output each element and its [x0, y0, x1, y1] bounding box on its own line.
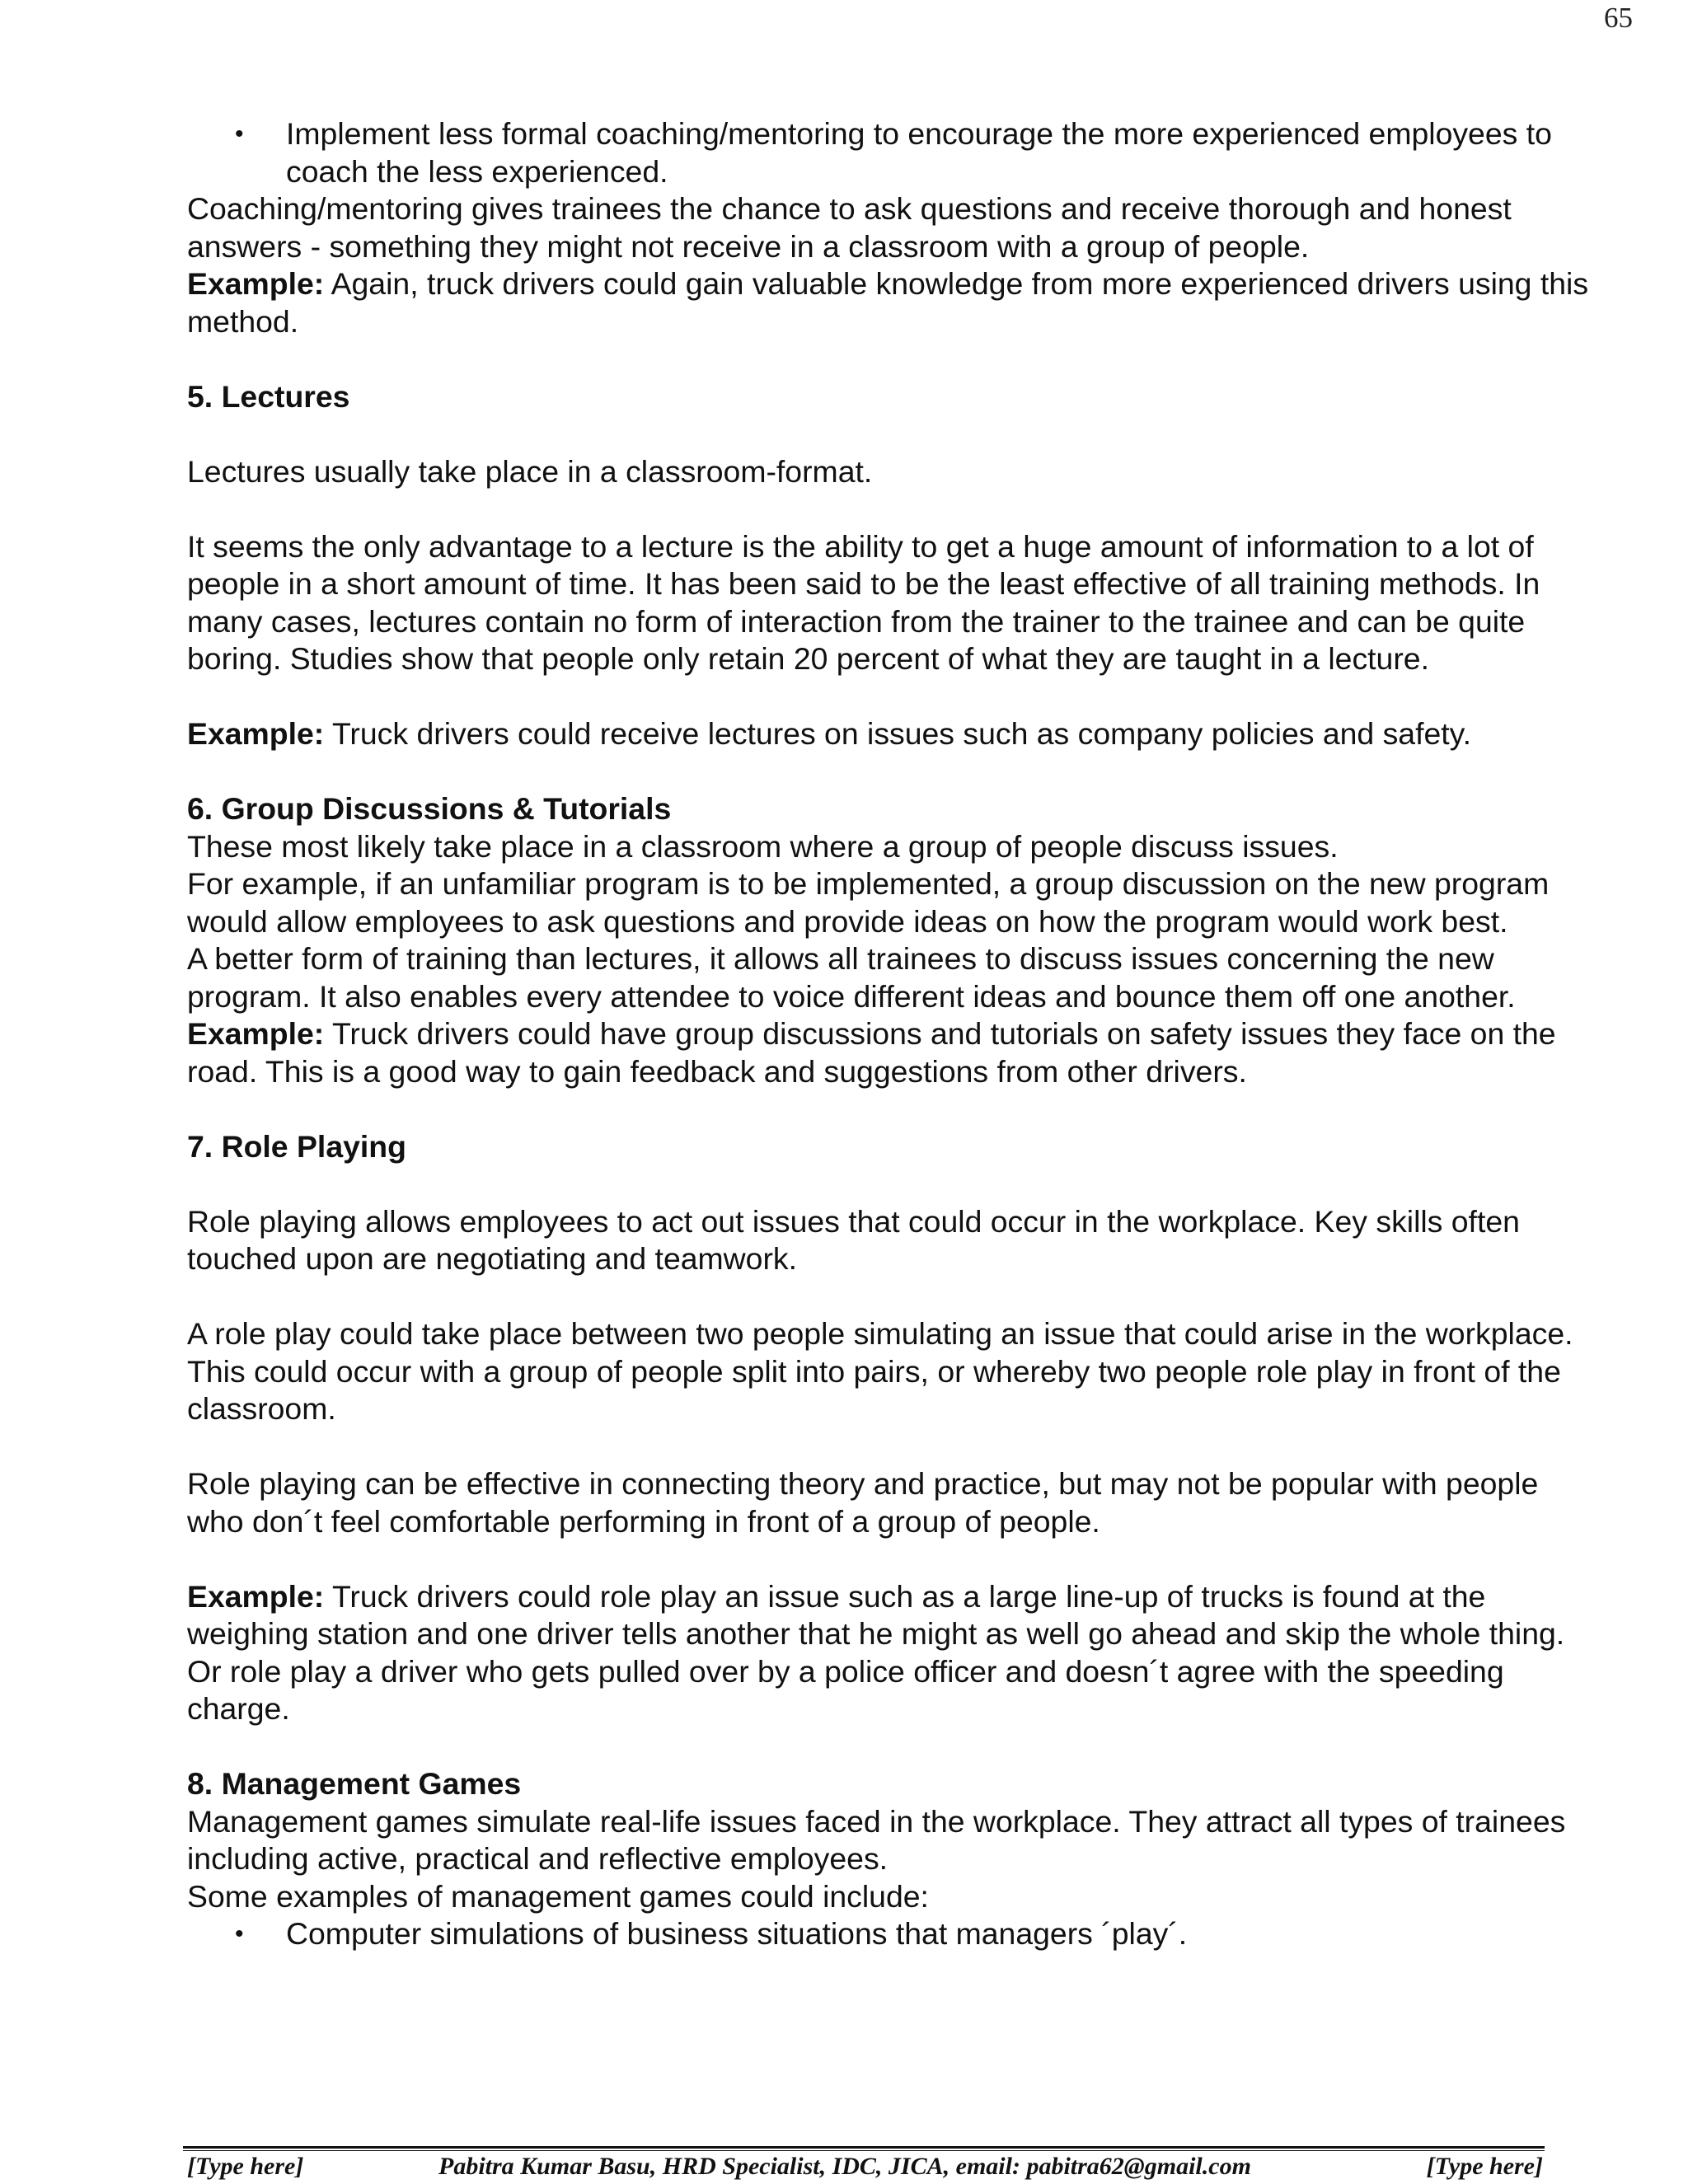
games-paragraph-2: Some examples of management games could include:	[187, 1878, 929, 1914]
footer-divider-thin	[183, 2150, 1545, 2151]
bullet-icon: •	[235, 120, 244, 148]
example-text: Truck drivers could receive lectures on issues such as company policies and safety.	[331, 716, 1471, 751]
list-item	[187, 115, 1597, 190]
example-label: Example:	[187, 266, 325, 301]
section-heading-role-playing: 7. Role Playing	[187, 1128, 406, 1164]
coaching-bullet-list	[187, 115, 1597, 190]
footer-right: [Type here]	[1426, 2153, 1543, 2180]
example-text: Truck drivers could role play an issue such as a large line-up of trucks is found at the weighing station and one driver tells another that he might as well go ahead and skip the whole thing. Or role play a driver who gets pulled over by a police officer and doesn´t agree with the speeding charge.	[187, 1578, 1565, 1726]
document-body	[187, 115, 1597, 1953]
footer-divider	[183, 2146, 1545, 2149]
bullet-text: Computer simulations of business situations that managers ´play´.	[286, 1916, 1188, 1951]
section-heading-group-discussions: 6. Group Discussions & Tutorials	[187, 791, 672, 826]
footer-left: [Type here]	[187, 2153, 304, 2180]
page-number: 65	[1604, 2, 1633, 34]
example-text: Again, truck drivers could gain valuable knowledge from more experienced drivers using this method.	[187, 266, 1589, 339]
example-text: Truck drivers could have group discussions and tutorials on safety issues they face on the road. This is a good way to gain feedback and suggestions from other drivers.	[187, 1016, 1556, 1089]
games-paragraph-1: Management games simulate real-life issues faced in the workplace. They attract all types of trainees including active, practical and reflective employees.	[187, 1803, 1566, 1876]
role-example	[187, 1578, 1597, 1728]
group-paragraph-1: These most likely take place in a classroom where a group of people discuss issues.	[187, 828, 1339, 864]
footer-author: Pabitra Kumar Basu, HRD Specialist, IDC, JICA, email: pabitra62@gmail.com	[438, 2153, 1251, 2180]
group-paragraph-2: For example, if an unfamiliar program is to be implemented, a group discussion on the new program would allow employees to ask questions and provide ideas on how the program would work best.	[187, 866, 1550, 939]
example-label: Example:	[187, 716, 325, 751]
bullet-icon: •	[235, 1920, 244, 1947]
example-label: Example:	[187, 1016, 325, 1051]
games-bullet-list	[187, 1915, 1597, 1953]
list-item	[187, 1915, 1597, 1953]
page-footer	[187, 2153, 1543, 2182]
section-heading-lectures: 5. Lectures	[187, 378, 350, 414]
role-paragraph-1: Role playing allows employees to act out issues that could occur in the workplace. Key skills often touched upon are negotiating and teamwork.	[187, 1203, 1520, 1276]
group-paragraph-3: A better form of training than lectures, it allows all trainees to discuss issues concerning the new program. It also enables every attendee to voice different ideas and bounce them off one another.	[187, 941, 1516, 1014]
group-example	[187, 1015, 1597, 1090]
lectures-paragraph-1: Lectures usually take place in a classroom-format.	[187, 453, 873, 489]
coaching-paragraph: Coaching/mentoring gives trainees the chance to ask questions and receive thorough and honest answers - something they might not receive in a classroom with a group of people.	[187, 191, 1512, 264]
section-heading-management-games: 8. Management Games	[187, 1766, 522, 1801]
role-paragraph-3: Role playing can be effective in connecting theory and practice, but may not be popular with people who don´t feel comfortable performing in front of a group of people.	[187, 1466, 1539, 1539]
lectures-example	[187, 715, 1597, 753]
bullet-text: Implement less formal coaching/mentoring to encourage the more experienced employees to coach the less experienced.	[286, 116, 1552, 189]
example-label: Example:	[187, 1578, 325, 1614]
role-paragraph-2: A role play could take place between two people simulating an issue that could arise in the workplace. This could occur with a group of people split into pairs, or whereby two people role play in front of the classroom.	[187, 1316, 1573, 1426]
coaching-example	[187, 265, 1597, 340]
lectures-paragraph-2: It seems the only advantage to a lecture is the ability to get a huge amount of information to a lot of people in a short amount of time. It has been said to be the least effective of all training methods. In many cases, lectures contain no form of interaction from the trainer to the trainee and can be quite boring. Studies show that people only retain 20 percent of what they are taught in a lecture.	[187, 528, 1540, 676]
